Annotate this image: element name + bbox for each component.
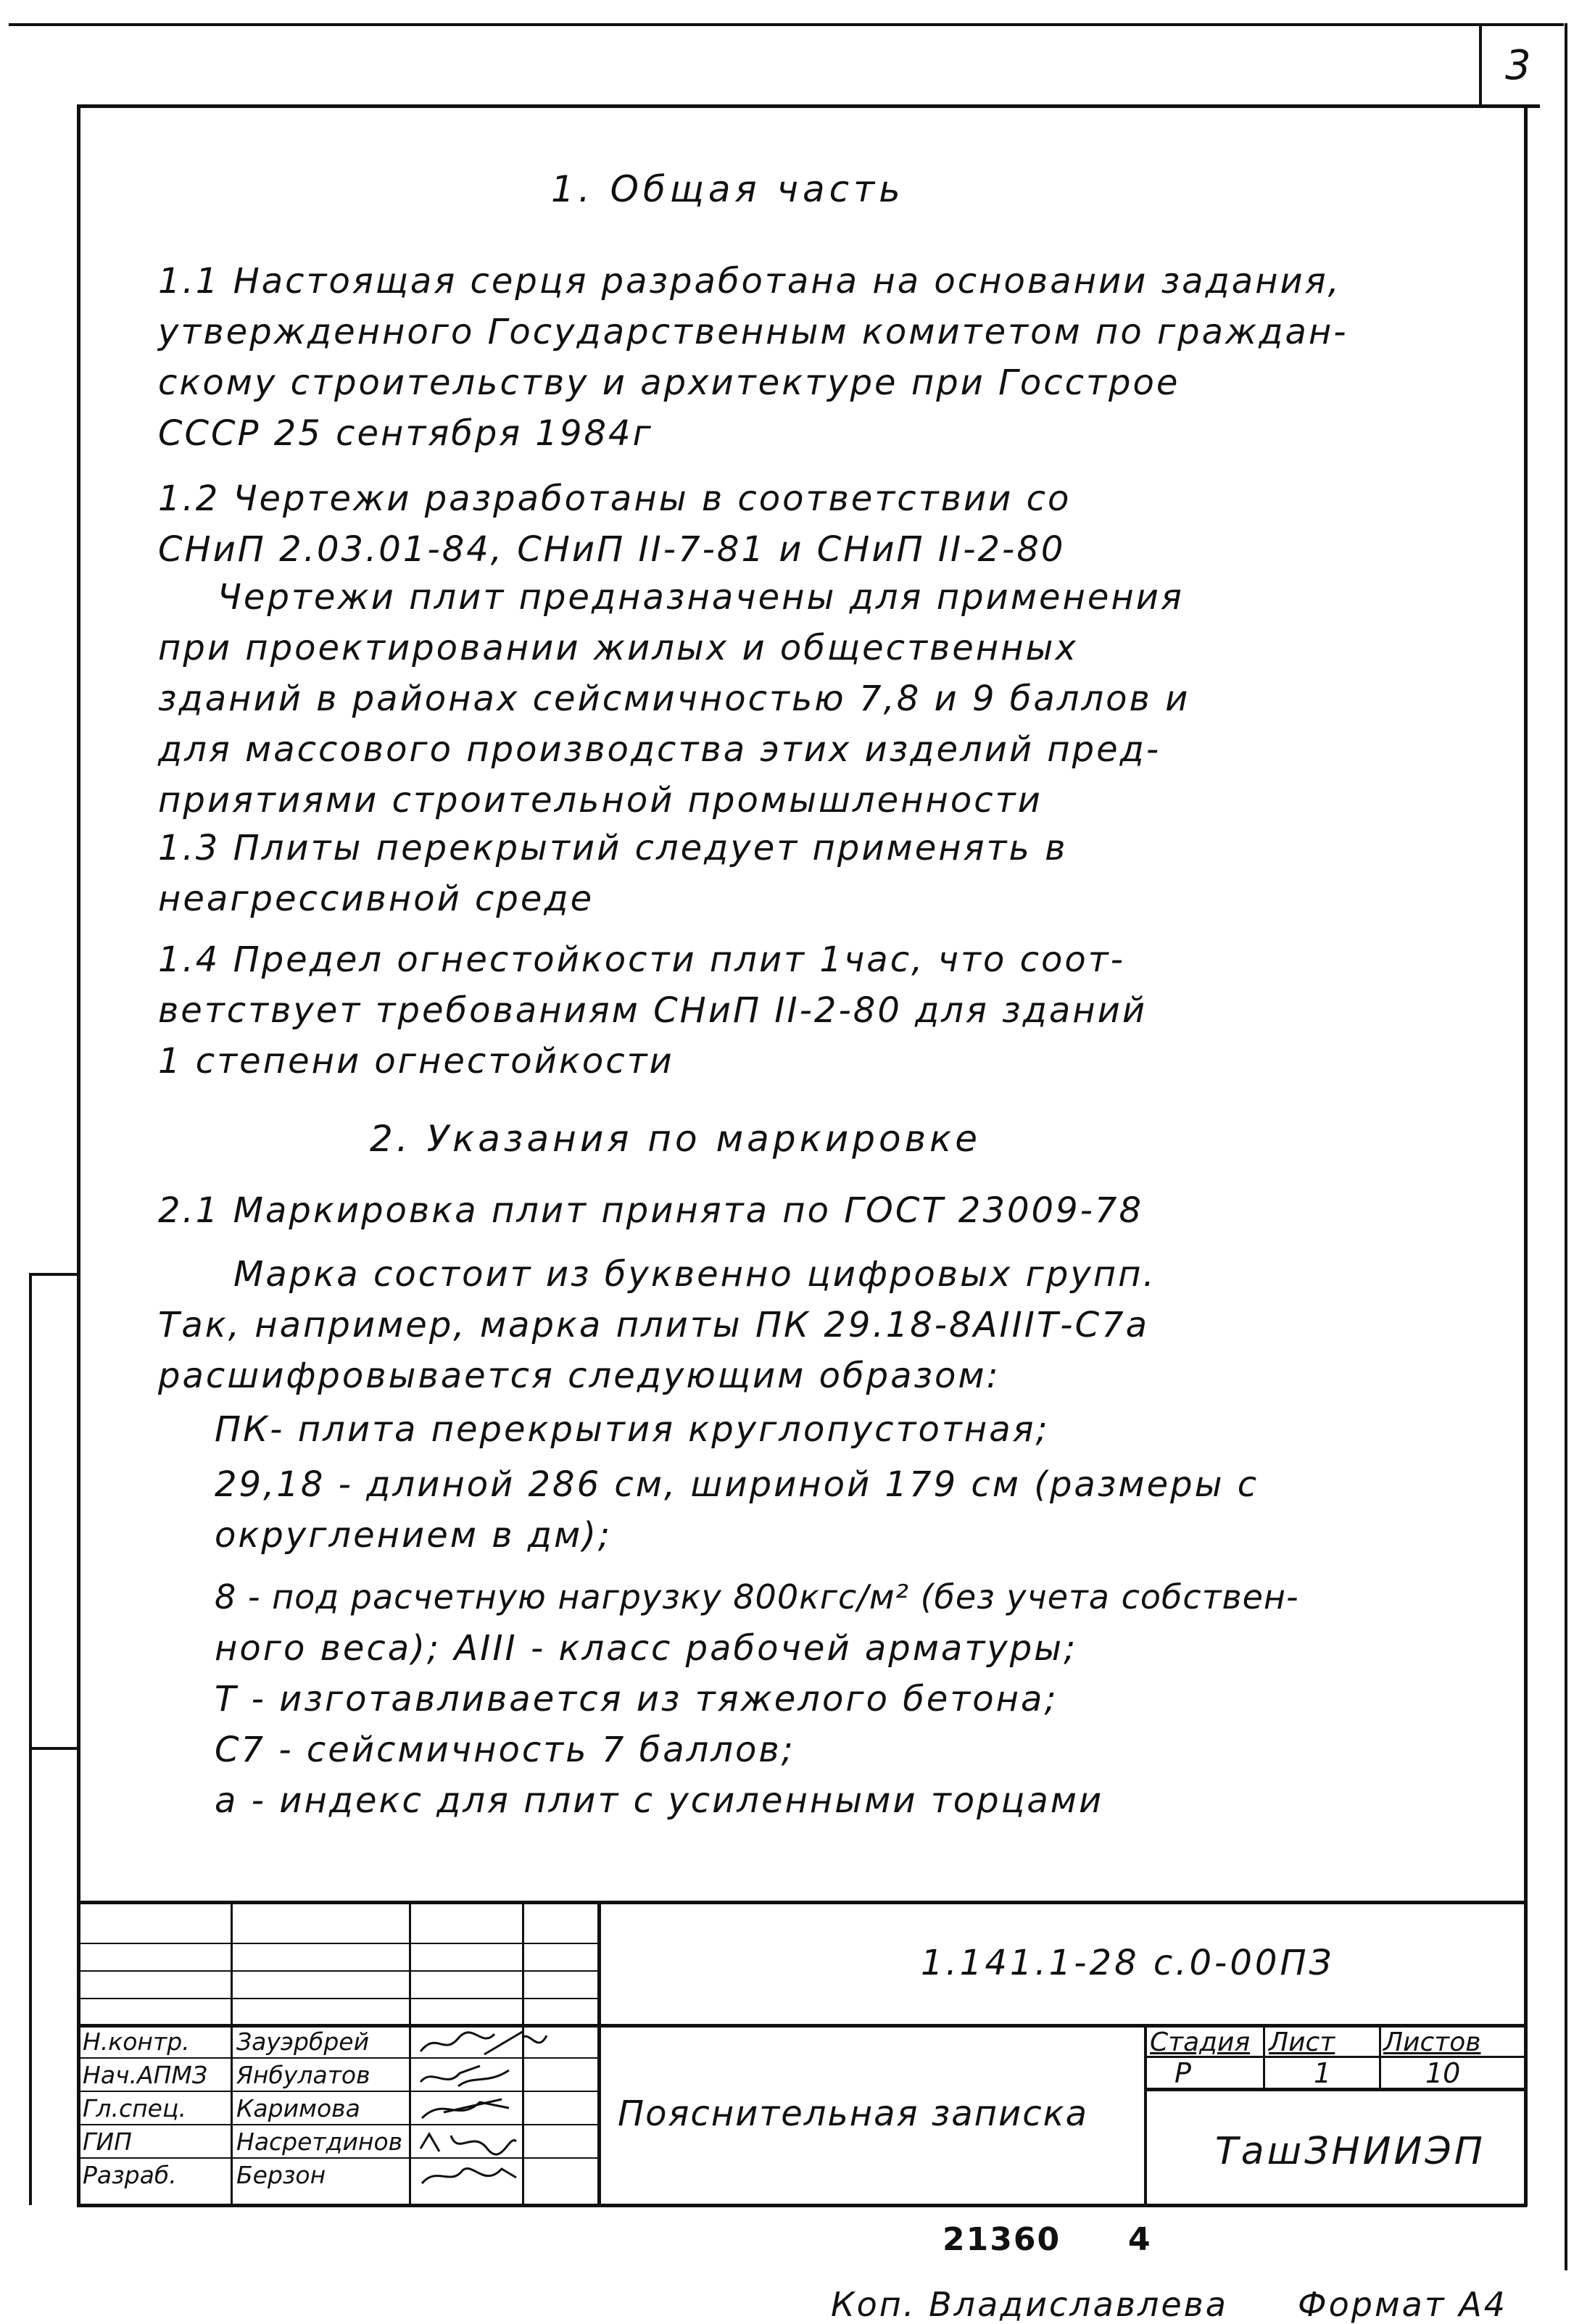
sheet-number-box-left xyxy=(1479,23,1482,104)
person-name: Насретдинов xyxy=(236,2128,403,2156)
person-name: Янбулатов xyxy=(236,2061,370,2089)
inventory-number: 21360 xyxy=(942,2221,1061,2258)
section2-line: 2.1 Маркировка плит принята по ГОСТ 23009-78 xyxy=(158,1190,1143,1231)
section2-line: 29,18 - длиной 286 см, шириной 179 см (размеры с xyxy=(215,1464,1259,1505)
sheets-value: 10 xyxy=(1425,2057,1461,2089)
section1-line: СНиП 2.03.01-84, СНиП II-7-81 и СНиП II-2-80 xyxy=(158,529,1066,570)
section2-line: Так, например, марка плиты ПК 29.18-8АIIIТ-С7а xyxy=(158,1305,1150,1345)
tb-v-line xyxy=(231,1901,233,2205)
section2-line: ПК- плита перекрытия круглопустотная; xyxy=(215,1409,1050,1450)
top-rule xyxy=(9,23,1564,26)
section1-line: 1.1 Настоящая серця разработана на основании задания, xyxy=(158,261,1341,302)
section2-line: расшифровывается следующим образом: xyxy=(158,1356,1000,1396)
signature-mark xyxy=(415,2160,523,2192)
frame-bottom xyxy=(77,2204,1527,2207)
role-label: Нач.АПМЗ xyxy=(83,2061,208,2089)
binding-strip-top xyxy=(29,1273,80,1276)
tb-stage-values-line xyxy=(1146,2088,1527,2091)
section2-line: ного веса); АIII - класс рабочей арматуры; xyxy=(215,1628,1078,1669)
outer-right-edge xyxy=(1565,23,1567,2270)
stage-value: Р xyxy=(1174,2057,1191,2089)
organization: ТашЗНИИЭП xyxy=(1215,2130,1486,2173)
role-label: Н.контр. xyxy=(83,2028,190,2056)
tb-h-line xyxy=(77,1970,599,1972)
inventory-suffix: 4 xyxy=(1128,2221,1151,2258)
section2-line: округлением в дм); xyxy=(215,1515,613,1556)
tb-h-line xyxy=(77,1943,599,1944)
document-title: Пояснительная записка xyxy=(618,2093,1089,2134)
role-label: Гл.спец. xyxy=(83,2094,186,2122)
section1-line: утвержденного Государственным комитетом по граждан- xyxy=(158,312,1348,352)
signature-mark xyxy=(415,2093,523,2125)
section1-line: 1.2 Чертежи разработаны в соответствии со xyxy=(158,478,1072,519)
section1-line: 1.3 Плиты перекрытий следует применять в xyxy=(158,828,1068,868)
section1-line: 1 степени огнестойкости xyxy=(158,1041,674,1082)
tb-v-line-main xyxy=(597,1901,601,2205)
section1-line: для массового производства этих изделий пред- xyxy=(158,729,1161,770)
binding-strip-mid xyxy=(29,1747,80,1750)
sheet-value: 1 xyxy=(1314,2057,1332,2089)
section1-title: 1. Общая часть xyxy=(551,168,905,210)
section1-line: неагрессивной среде xyxy=(158,879,594,919)
frame-left xyxy=(77,104,80,2207)
sheets-header: Листов xyxy=(1383,2028,1481,2057)
tb-h-line xyxy=(77,1998,599,1999)
section1-line: СССР 25 сентября 1984г xyxy=(158,413,653,454)
signature-mark xyxy=(415,2127,523,2159)
role-label: ГИП xyxy=(83,2128,132,2156)
section2-line: а - индекс для плит с усиленными торцами xyxy=(215,1780,1104,1821)
section1-line: 1.4 Предел огнестойкости плит 1час, что соот- xyxy=(158,939,1125,980)
section2-line: Марка состоит из буквенно цифровых групп. xyxy=(233,1254,1156,1295)
section1-line: при проектировании жилых и общественных xyxy=(158,628,1078,668)
paper-format: Формат А4 xyxy=(1298,2285,1507,2324)
binding-strip-left xyxy=(29,1273,32,2205)
person-name: Зауэрбрей xyxy=(236,2028,370,2056)
signature-mark xyxy=(415,2060,523,2092)
person-name: Каримова xyxy=(236,2094,360,2122)
signature-mark xyxy=(415,2027,552,2059)
frame-top xyxy=(77,104,1540,108)
copied-by: Коп. Владиславлева xyxy=(831,2285,1228,2324)
tb-v-line xyxy=(1144,2024,1147,2205)
section1-line: приятиями строительной промышленности xyxy=(158,780,1043,821)
tb-v-line xyxy=(1379,2024,1381,2091)
section2-line: С7 - сейсмичность 7 баллов; xyxy=(215,1730,795,1770)
section1-line: Чертежи плит предназначены для применения xyxy=(218,577,1184,618)
document-code: 1.141.1-28 с.0-00ПЗ xyxy=(921,1943,1335,1983)
tb-top-line xyxy=(77,1901,1527,1904)
frame-right xyxy=(1524,104,1528,2207)
person-name: Берзон xyxy=(236,2161,326,2189)
section1-line: скому строительству и архитектуре при Госстрое xyxy=(158,362,1180,403)
section2-line: 8 - под расчетную нагрузку 800кгс/м² (без учета собствен- xyxy=(215,1577,1299,1617)
section2-title: 2. Указания по маркировке xyxy=(370,1118,982,1160)
section2-line: Т - изготавливается из тяжелого бетона; xyxy=(215,1679,1058,1719)
sheet-header: Лист xyxy=(1269,2028,1335,2057)
section1-line: ветствует требованиям СНиП II-2-80 для зданий xyxy=(158,990,1148,1031)
role-label: Разраб. xyxy=(83,2161,177,2189)
tb-v-line xyxy=(409,1901,411,2205)
stage-header: Стадия xyxy=(1150,2028,1251,2057)
tb-v-line xyxy=(1263,2024,1265,2091)
sheet-number: 3 xyxy=(1505,42,1531,89)
section1-line: зданий в районах сейсмичностью 7,8 и 9 баллов и xyxy=(158,678,1190,719)
